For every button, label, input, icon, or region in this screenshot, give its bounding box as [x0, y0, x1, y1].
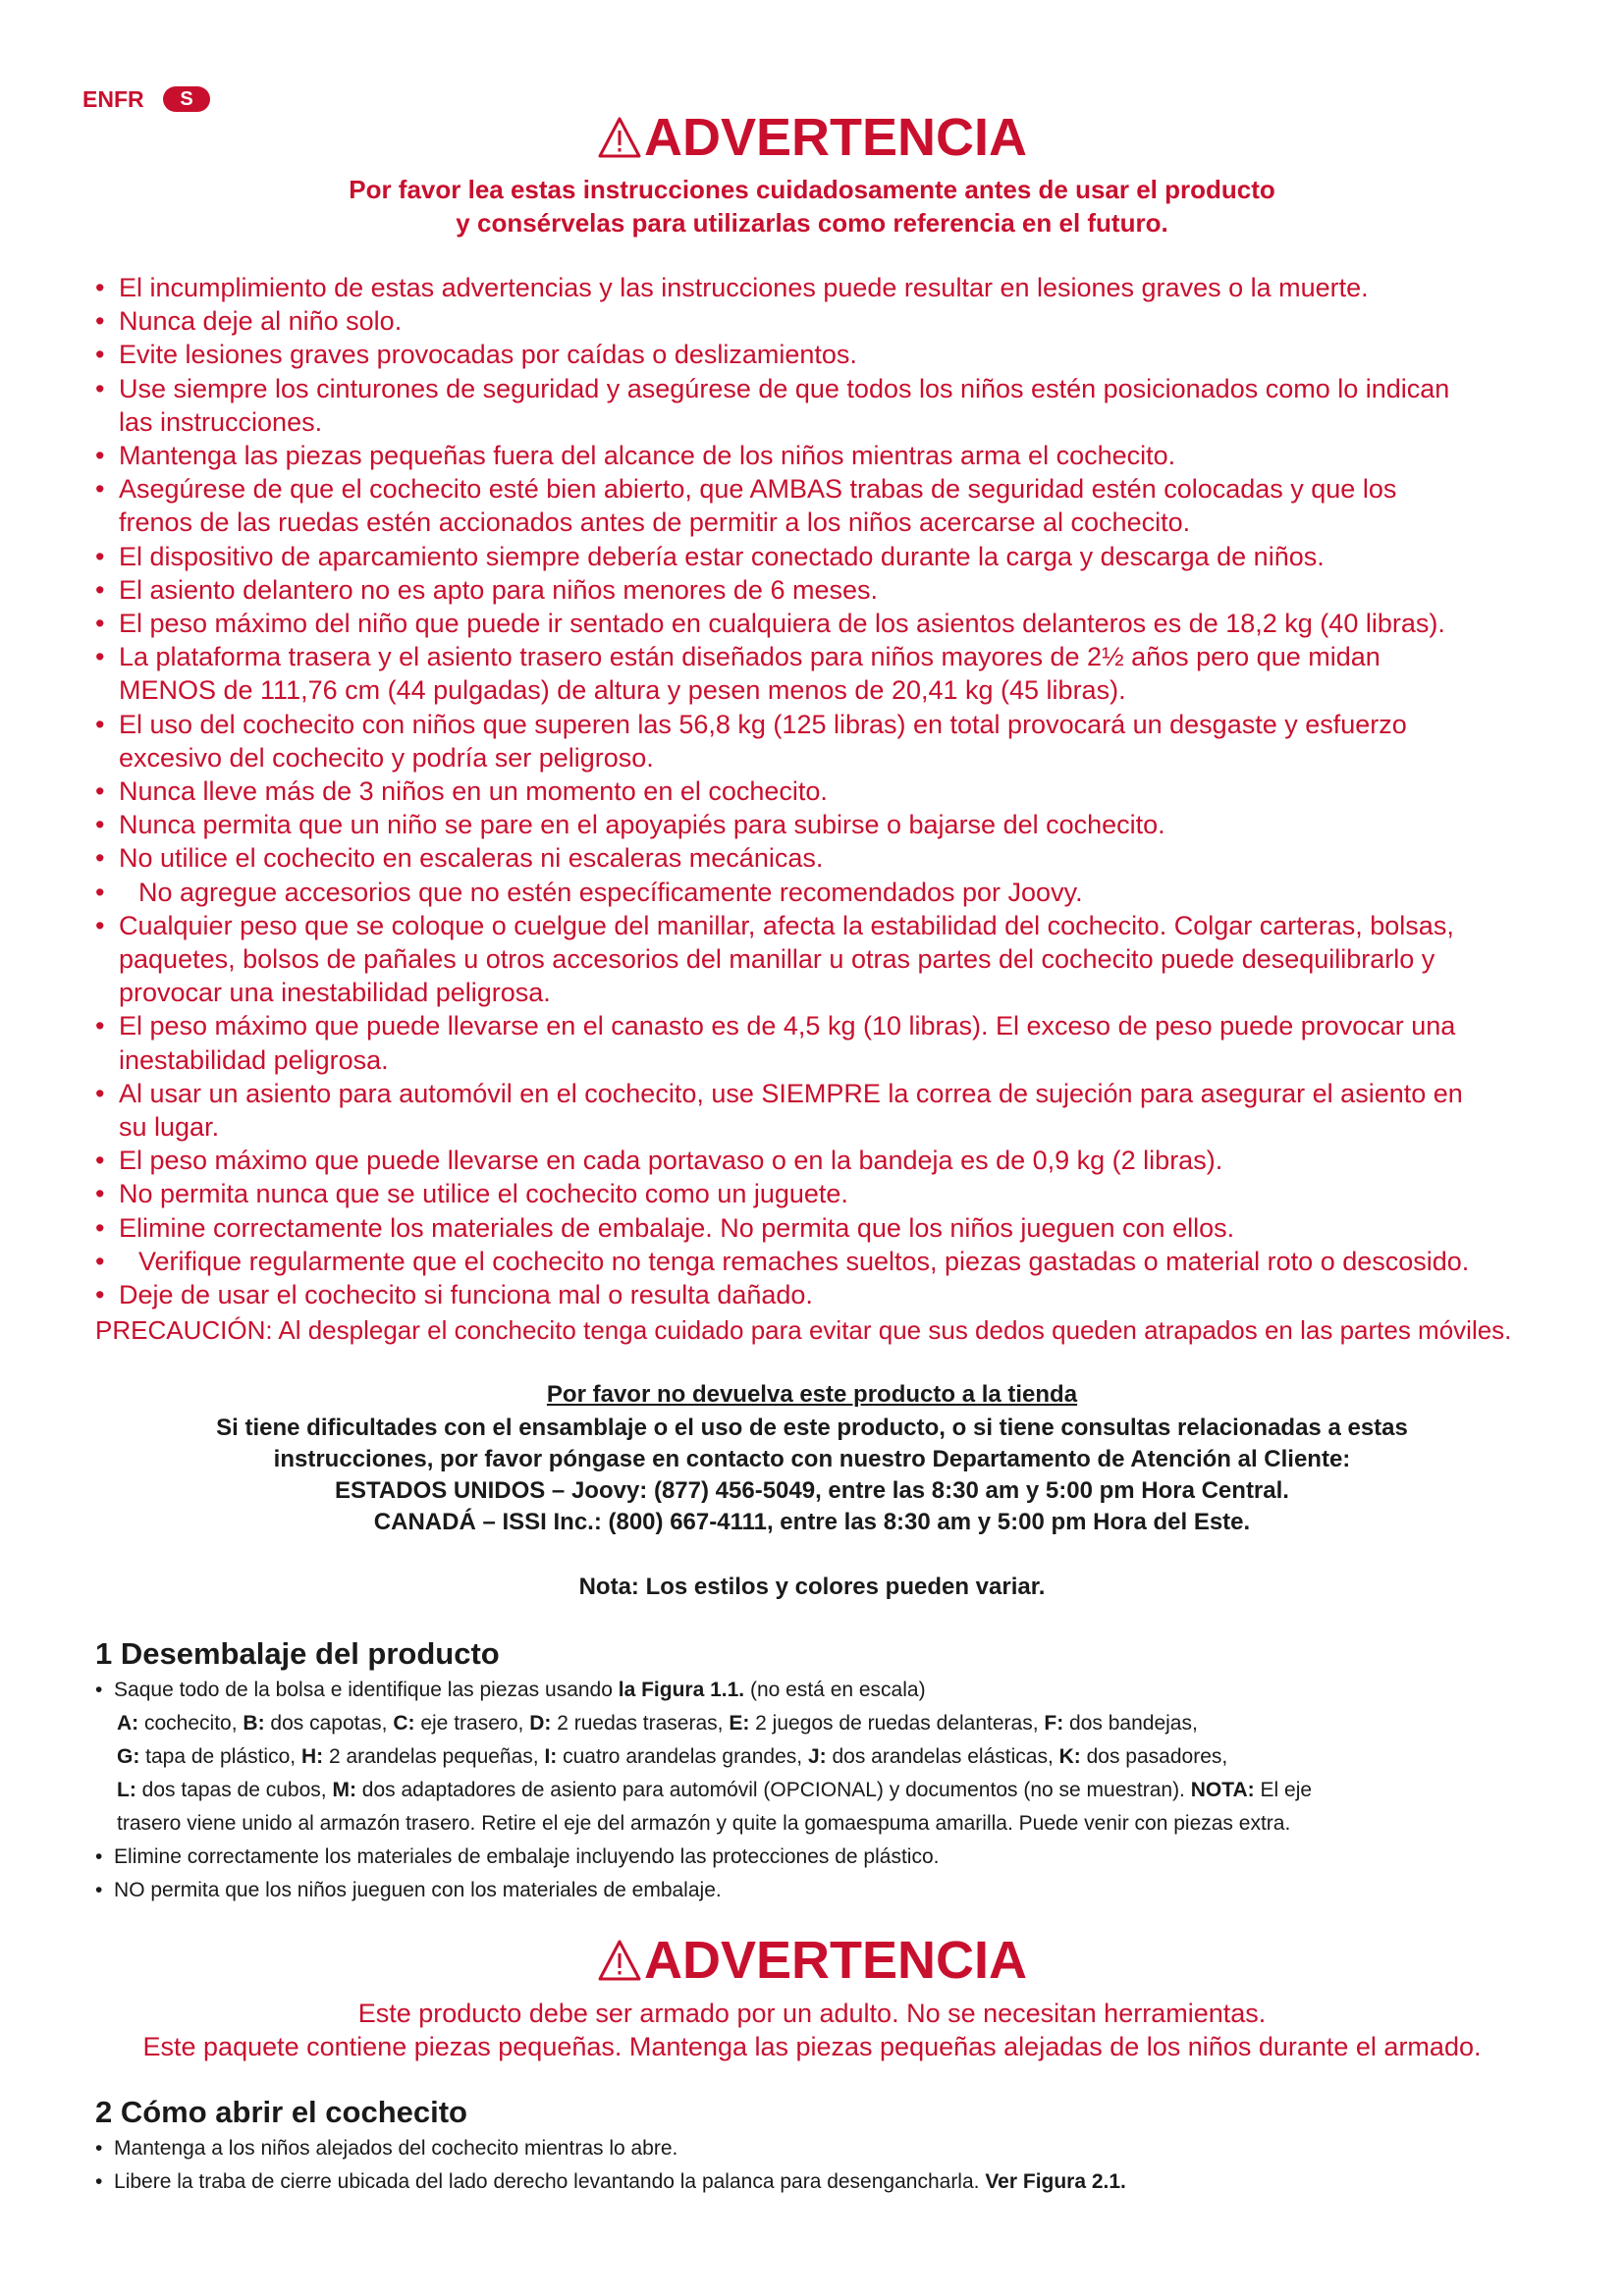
- bullet-dot: •: [95, 306, 105, 337]
- bullet-dot: •: [95, 1011, 105, 1041]
- warning-line-text: las instrucciones.: [119, 406, 323, 437]
- language-tag: ENFR: [82, 86, 144, 112]
- warning-line-text: Elimine correctamente los materiales de embalaje. No permita que los niños jueguen con ellos.: [119, 1212, 1235, 1243]
- part-description: 2 juegos de ruedas delanteras,: [749, 1712, 1045, 1735]
- part-description: dos adaptadores de asiento para automóvil (OPCIONAL) y documentos (no se muestran).: [355, 1779, 1191, 1801]
- bullet-text: NO permita que los niños jueguen con los materiales de embalaje.: [114, 1879, 722, 1901]
- warning-line-text: provocar una inestabilidad peligrosa.: [119, 978, 551, 1008]
- warning-line-text: Deje de usar el cochecito si funciona mal o resulta dañado.: [119, 1280, 813, 1309]
- warning-2-line-2: Este paquete contiene piezas pequeñas. Mantenga las piezas pequeñas alejadas de los niños durante el armado.: [142, 2032, 1482, 2061]
- warning-line-text: El asiento delantero no es apto para niños menores de 6 meses.: [119, 574, 878, 605]
- bullet-dot: •: [95, 574, 105, 605]
- part-letter: F:: [1044, 1712, 1064, 1735]
- bullet-dot: •: [95, 1212, 105, 1243]
- contact-line-2: instrucciones, por favor póngase en contacto con nuestro Departamento de Atención al Cliente:: [273, 1446, 1351, 1472]
- warning-line-text: excesivo del cochecito y podría ser peligroso.: [119, 742, 654, 773]
- part-letter: L:: [117, 1779, 136, 1801]
- bullet-dot: •: [95, 2170, 103, 2193]
- part-description: 2 arandelas pequeñas,: [323, 1745, 545, 1768]
- bullet-dot: •: [95, 273, 105, 302]
- caution-text: PRECAUCIÓN: Al desplegar el conchecito tenga cuidado para evitar que sus dedos queden atrapados en las partes móviles.: [95, 1315, 1512, 1345]
- unpack-text-c: (no está en escala): [744, 1679, 926, 1701]
- part-description: dos tapas de cubos,: [135, 1779, 333, 1801]
- styles-note: Nota: Los estilos y colores pueden variar.: [578, 1574, 1046, 1600]
- warning-title-2: [0, 1931, 1624, 1990]
- figure-ref-1-1: la Figura 1.1.: [618, 1679, 745, 1701]
- figure-ref-2-1: Ver Figura 2.1.: [985, 2170, 1126, 2193]
- warning-title-text: ADVERTENCIA: [643, 1931, 1028, 1990]
- warning-line-text: El peso máximo que puede llevarse en el canasto es de 4,5 kg (10 libras). El exceso de peso puede provocar una: [119, 1011, 1456, 1041]
- bullet-dot: •: [95, 1679, 103, 1701]
- warning-line-text: El uso del cochecito con niños que superen las 56,8 kg (125 libras) en total provocará un desgaste y esfuerzo: [119, 709, 1407, 739]
- part-description: eje trasero,: [414, 1712, 530, 1735]
- warning-line-text: Nunca lleve más de 3 niños en un momento en el cochecito.: [119, 776, 828, 806]
- bullet-dot: •: [95, 609, 105, 638]
- section-1-title: 1 Desembalaje del producto: [95, 1636, 500, 1671]
- part-description: dos arandelas elásticas,: [826, 1745, 1059, 1768]
- bullet-dot: •: [95, 843, 105, 874]
- part-description: dos bandejas,: [1063, 1712, 1198, 1735]
- warning-line-text: Evite lesiones graves provocadas por caídas o deslizamientos.: [119, 340, 857, 370]
- bullet-dot: •: [95, 910, 105, 940]
- warning-line-text: El incumplimiento de estas advertencias y las instrucciones puede resultar en lesiones graves o la muerte.: [119, 273, 1369, 302]
- warning-line-text: Asegúrese de que el cochecito esté bien abierto, que AMBAS trabas de seguridad estén colocadas y que los: [119, 474, 1397, 505]
- warning-line-text: Cualquier peso que se coloque o cuelgue del manillar, afecta la estabilidad del cochecito. Colgar carteras, bolsas,: [119, 910, 1454, 940]
- warning-2-line-1: Este producto debe ser armado por un adulto. No se necesitan herramientas.: [357, 1999, 1267, 2028]
- warning-line-text: su lugar.: [119, 1112, 220, 1142]
- latch-text: Libere la traba de cierre ubicada del lado derecho levantando la palanca para desengancharla.: [114, 2170, 986, 2193]
- warning-line-text: La plataforma trasera y el asiento trasero están diseñados para niños mayores de 2½ años pero que midan: [119, 642, 1380, 672]
- part-description: cochecito,: [138, 1712, 244, 1735]
- bullet-dot: •: [95, 474, 105, 505]
- warning-line-text: frenos de las ruedas estén accionados antes de permitir a los niños acercarse al cochecito.: [119, 507, 1191, 538]
- return-heading: [0, 1380, 1624, 1410]
- parts-row: [117, 1707, 1198, 1740]
- bullet-dot: •: [95, 642, 105, 672]
- warning-line-text: Mantenga las piezas pequeñas fuera del alcance de los niños mientras arma el cochecito.: [119, 441, 1176, 470]
- contact-line-canada: CANADÁ – ISSI Inc.: (800) 667-4111, entre las 8:30 am y 5:00 pm Hora del Este.: [373, 1509, 1251, 1535]
- part-description: dos capotas,: [264, 1712, 394, 1735]
- bullet-dot: •: [95, 541, 105, 571]
- bullet-dot: •: [95, 1146, 105, 1176]
- part-letter: A:: [117, 1712, 139, 1735]
- warning-triangle-icon: [597, 1939, 642, 1982]
- part-description: El eje: [1254, 1779, 1313, 1801]
- return-heading-text: Por favor no devuelva este producto a la tienda: [546, 1381, 1078, 1408]
- warning-subtitle-1: Por favor lea estas instrucciones cuidadosamente antes de usar el producto: [349, 175, 1275, 204]
- bullet-dot: •: [95, 1280, 105, 1309]
- parts-row: [117, 1740, 1227, 1774]
- warning-line-text: Use siempre los cinturones de seguridad y asegúrese de que todos los niños estén posicionados como lo indican: [119, 373, 1450, 403]
- bullet-dot: •: [95, 1246, 105, 1276]
- bullet-dot: •: [95, 441, 105, 470]
- parts-row: [117, 1774, 1312, 1807]
- contact-line-1: Si tiene dificultades con el ensamblaje o el uso de este producto, o si tiene consultas relacionadas a estas: [216, 1415, 1408, 1441]
- warning-line-text: El dispositivo de aparcamiento siempre debería estar conectado durante la carga y descarga de niños.: [119, 541, 1325, 571]
- warning-line-text: No agregue accesorios que no estén específicamente recomendados por Joovy.: [138, 877, 1083, 907]
- part-letter: G:: [117, 1745, 140, 1768]
- part-letter: J:: [807, 1745, 827, 1768]
- part-letter: E:: [729, 1712, 750, 1735]
- warning-line-text: El peso máximo que puede llevarse en cada portavaso o en la bandeja es de 0,9 kg (2 libras).: [119, 1146, 1223, 1176]
- warning-title-text: ADVERTENCIA: [643, 108, 1028, 167]
- part-description: 2 ruedas traseras,: [551, 1712, 730, 1735]
- bullet-dot: •: [95, 1179, 105, 1209]
- warning-line-text: No permita nunca que se utilice el cochecito como un juguete.: [119, 1179, 848, 1209]
- bullet-dot: •: [95, 1078, 105, 1108]
- section-1-bullet-3: [95, 1874, 722, 1907]
- warning-subtitle-2: y consérvelas para utilizarlas como referencia en el futuro.: [456, 208, 1168, 238]
- bullet-dot: •: [95, 1879, 103, 1901]
- part-letter: D:: [529, 1712, 552, 1735]
- warning-line-text: El peso máximo del niño que puede ir sentado en cualquiera de los asientos delanteros es de 18,2 kg (40 libras).: [119, 609, 1445, 638]
- part-letter: C:: [393, 1712, 415, 1735]
- section-2-title: 2 Cómo abrir el cochecito: [95, 2095, 467, 2129]
- bullet-dot: •: [95, 1845, 103, 1868]
- unpack-text-a: Saque todo de la bolsa e identifique las piezas usando: [114, 1679, 619, 1701]
- warning-line-text: paquetes, bolsos de pañales u otros accesorios del manillar u otras partes del cochecito puede desequilibrarlo y: [119, 944, 1435, 974]
- warning-line-text: MENOS de 111,76 cm (44 pulgadas) de altura y pesen menos de 20,41 kg (45 libras).: [119, 675, 1126, 706]
- warning-line-text: inestabilidad peligrosa.: [119, 1044, 389, 1075]
- section-2-bullet-2: [95, 2165, 1126, 2199]
- language-badge: S: [163, 86, 210, 112]
- bullet-dot: •: [95, 877, 105, 907]
- section-2-bullet-1: [95, 2132, 677, 2165]
- section-1-bullet-2: [95, 1841, 939, 1874]
- section-1-bullet-1: [95, 1674, 926, 1707]
- bullet-dot: •: [95, 2137, 103, 2160]
- part-description: cuatro arandelas grandes,: [557, 1745, 808, 1768]
- part-description: dos pasadores,: [1080, 1745, 1228, 1768]
- bullet-text: Elimine correctamente los materiales de embalaje incluyendo las protecciones de plástico.: [114, 1845, 940, 1868]
- part-letter: H:: [300, 1745, 324, 1768]
- warning-line-text: Al usar un asiento para automóvil en el cochecito, use SIEMPRE la correa de sujeción para asegurar el asiento en: [119, 1078, 1463, 1108]
- warning-line-text: Nunca deje al niño solo.: [119, 306, 403, 337]
- part-letter: I:: [544, 1745, 558, 1768]
- parts-note-continued: trasero viene unido al armazón trasero. Retire el eje del armazón y quite la gomaespuma amarilla. Puede venir con piezas extra.: [117, 1812, 1291, 1835]
- warning-line-text: Nunca permita que un niño se pare en el apoyapiés para subirse o bajarse del cochecito.: [119, 810, 1165, 840]
- warning-title-1: [0, 108, 1624, 167]
- bullet-text: Mantenga a los niños alejados del cochecito mientras lo abre.: [114, 2137, 678, 2160]
- part-letter: B:: [243, 1712, 265, 1735]
- part-letter: M:: [332, 1779, 356, 1801]
- bullet-dot: •: [95, 373, 105, 403]
- bullet-dot: •: [95, 810, 105, 840]
- bullet-dot: •: [95, 340, 105, 370]
- warning-line-text: Verifique regularmente que el cochecito no tenga remaches sueltos, piezas gastadas o material roto o descosido.: [138, 1246, 1470, 1276]
- bullet-dot: •: [95, 776, 105, 806]
- bullet-dot: •: [95, 709, 105, 739]
- part-letter: K:: [1058, 1745, 1081, 1768]
- warning-line-text: No utilice el cochecito en escaleras ni escaleras mecánicas.: [119, 843, 824, 874]
- part-letter: NOTA:: [1190, 1779, 1255, 1801]
- warning-triangle-icon: [597, 116, 642, 159]
- part-description: tapa de plástico,: [139, 1745, 301, 1768]
- contact-line-us: ESTADOS UNIDOS – Joovy: (877) 456-5049, entre las 8:30 am y 5:00 pm Hora Central.: [335, 1477, 1289, 1504]
